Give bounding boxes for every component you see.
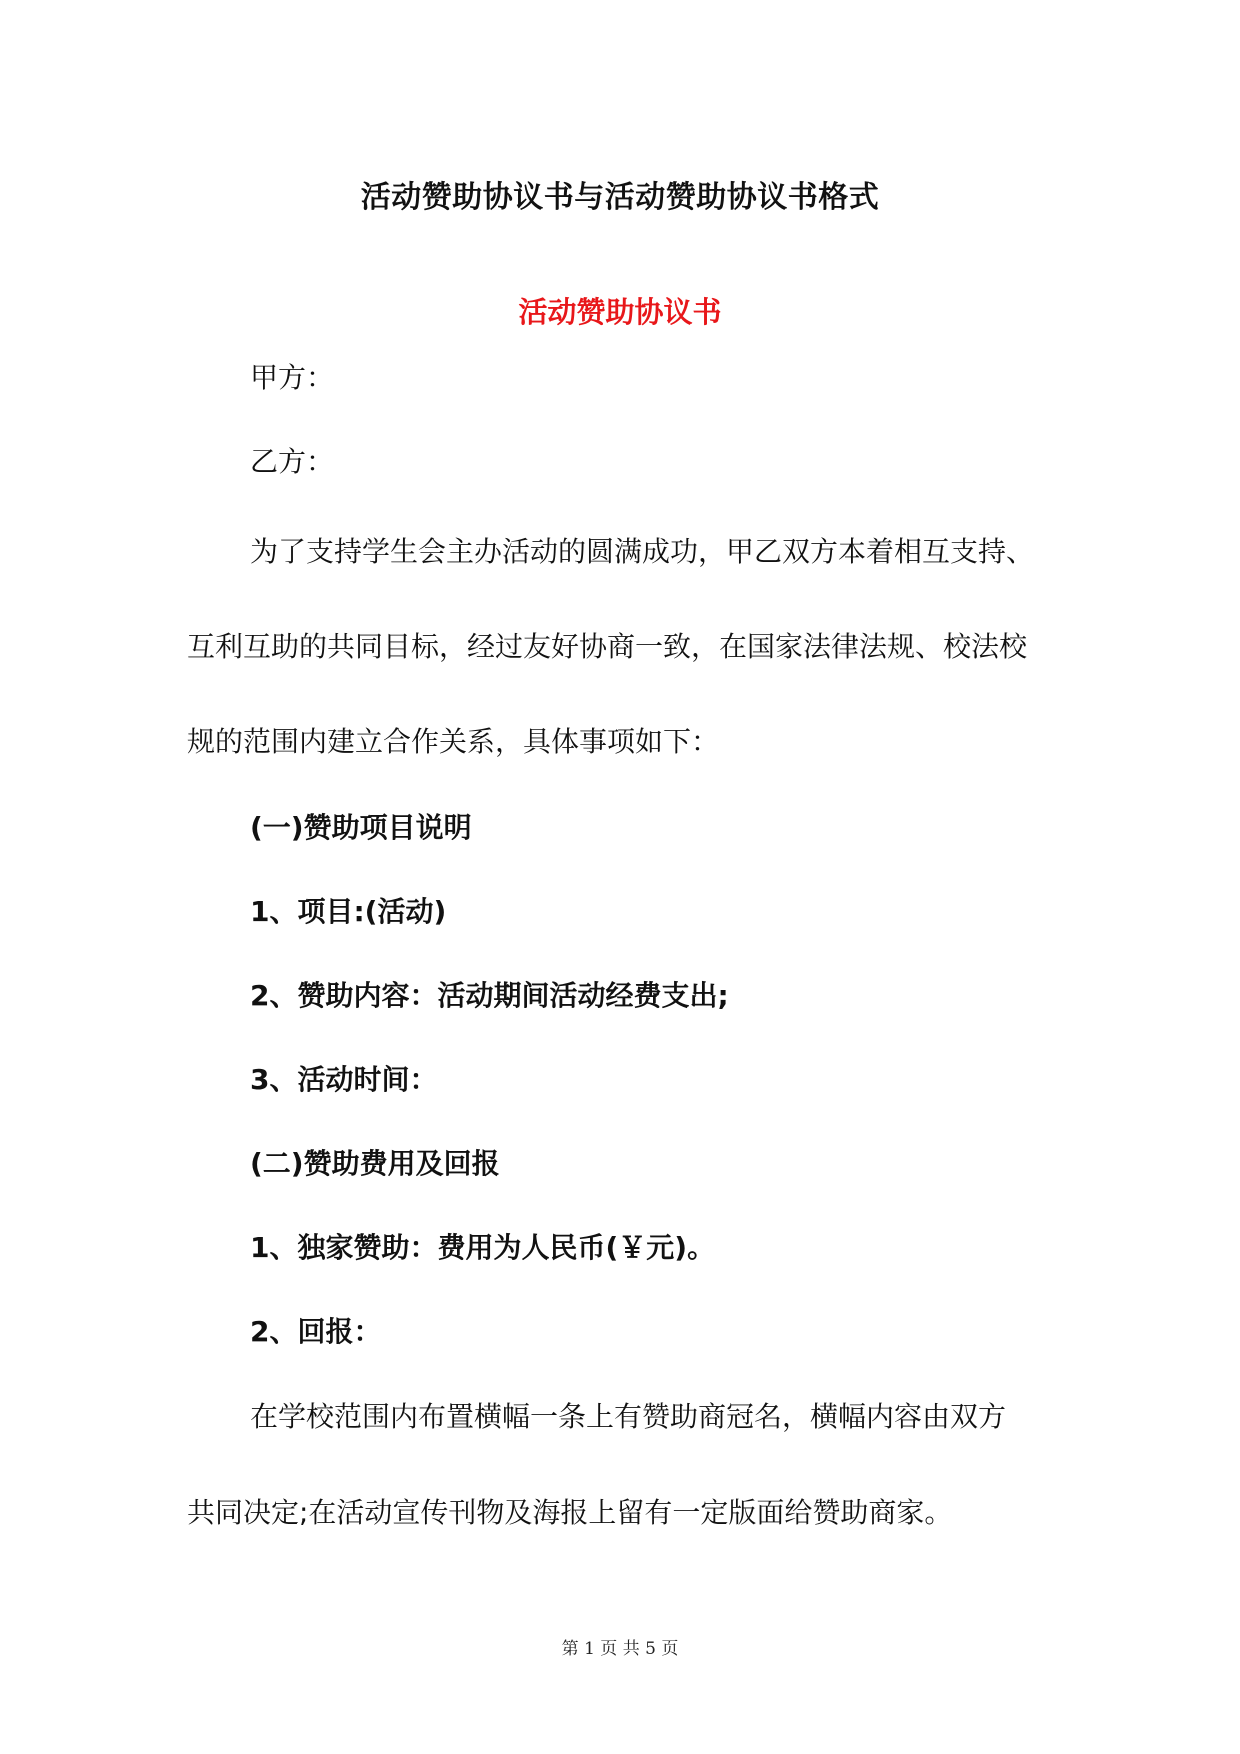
agreement-subtitle: 活动赞助协议书 xyxy=(518,295,722,329)
section-item: 2、赞助内容：活动期间活动经费支出; xyxy=(250,979,729,1012)
section-heading: (一)赞助项目说明 xyxy=(250,811,472,844)
party-a-line: 甲方： xyxy=(250,361,335,394)
intro-line: 规的范围内建立合作关系，具体事项如下： xyxy=(187,725,720,758)
reward-line: 在学校范围内布置横幅一条上有赞助商冠名，横幅内容由双方 xyxy=(250,1400,1007,1433)
section-heading: (二)赞助费用及回报 xyxy=(250,1147,500,1180)
document-title: 活动赞助协议书与活动赞助协议书格式 xyxy=(360,180,880,215)
intro-line: 互利互助的共同目标，经过友好协商一致，在国家法律法规、校法校 xyxy=(187,630,1028,663)
section-item: 1、项目:(活动) xyxy=(250,895,447,928)
section-item: 1、独家赞助：费用为人民币(￥元)。 xyxy=(250,1231,716,1264)
section-item: 3、活动时间： xyxy=(250,1063,438,1096)
party-b-line: 乙方： xyxy=(250,445,335,478)
page-footer: 第 1 页 共 5 页 xyxy=(561,1639,679,1659)
reward-line: 共同决定;在活动宣传刊物及海报上留有一定版面给赞助商家。 xyxy=(187,1496,953,1529)
section-item: 2、回报： xyxy=(250,1315,382,1348)
intro-line: 为了支持学生会主办活动的圆满成功，甲乙双方本着相互支持、 xyxy=(250,535,1035,568)
